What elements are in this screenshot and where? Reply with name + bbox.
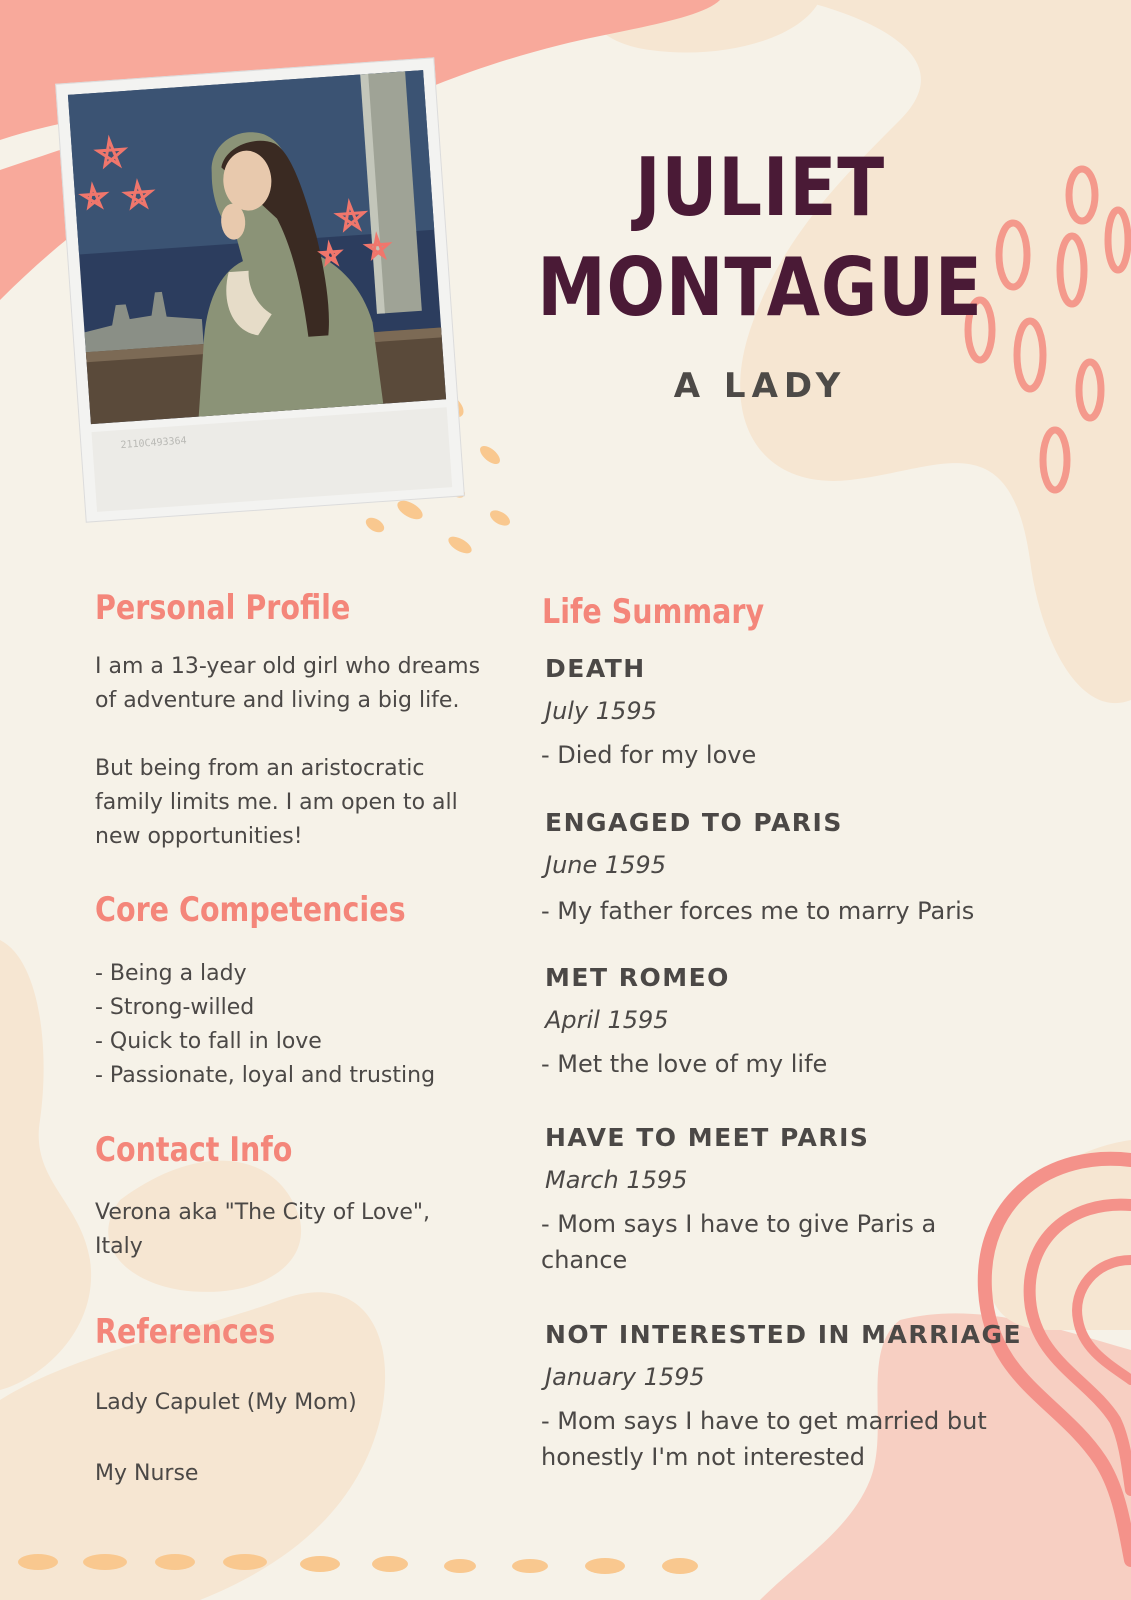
event-date: April 1595 [545, 1006, 669, 1034]
event-description: - Mom says I have to give Paris a chance [541, 1210, 937, 1274]
reference-item: My Nurse [95, 1461, 199, 1486]
personal-profile-heading: Personal Profile [95, 588, 351, 628]
event-date: March 1595 [545, 1166, 688, 1194]
photo-caption: 2110C493364 [120, 435, 187, 452]
event-description: - My father forces me to marry Paris [541, 897, 975, 925]
core-competencies-list [95, 957, 495, 1093]
portrait-image [55, 57, 465, 522]
life-event [545, 654, 646, 683]
references-heading: References [95, 1312, 276, 1352]
portrait-polaroid [55, 57, 465, 522]
event-title: NOT INTERESTED IN MARRIAGE [545, 1320, 1023, 1349]
event-title: MET ROMEO [545, 963, 730, 992]
personal-profile-text: I am a 13-year old girl who dreams of adventure and living a big life. But being from an aristocratic family limits me. I am open to all new opportunities! [95, 654, 481, 849]
contact-info-text: Verona aka "The City of Love", Italy [95, 1200, 430, 1259]
event-date: June 1595 [545, 851, 666, 879]
beige-blob-left [0, 940, 91, 1390]
subtitle: A LADY [673, 366, 847, 406]
beige-blob-top-right [740, 0, 1131, 703]
list-item: - Strong-willed [95, 995, 255, 1020]
event-title: DEATH [545, 654, 646, 683]
event-title: ENGAGED TO PARIS [545, 808, 843, 837]
name-line-2: MONTAGUE [537, 241, 983, 334]
life-summary-heading: Life Summary [542, 592, 765, 632]
contact-info-heading: Contact Info [95, 1130, 293, 1170]
event-date: January 1595 [545, 1363, 705, 1391]
event-description: - Mom says I have to get married but honestly I'm not interested [541, 1407, 987, 1471]
name-title [511, 138, 1010, 338]
list-item: - Passionate, loyal and trusting [95, 1063, 436, 1088]
event-title: HAVE TO MEET PARIS [545, 1123, 870, 1152]
list-item: - Being a lady [95, 961, 247, 986]
core-competencies-heading: Core Competencies [95, 890, 406, 930]
event-description: - Died for my love [541, 741, 757, 769]
name-line-1: JULIET [635, 141, 885, 234]
event-date: July 1595 [545, 697, 657, 725]
reference-item: Lady Capulet (My Mom) [95, 1390, 357, 1415]
list-item: - Quick to fall in love [95, 1029, 322, 1054]
event-description: - Met the love of my life [541, 1050, 828, 1078]
